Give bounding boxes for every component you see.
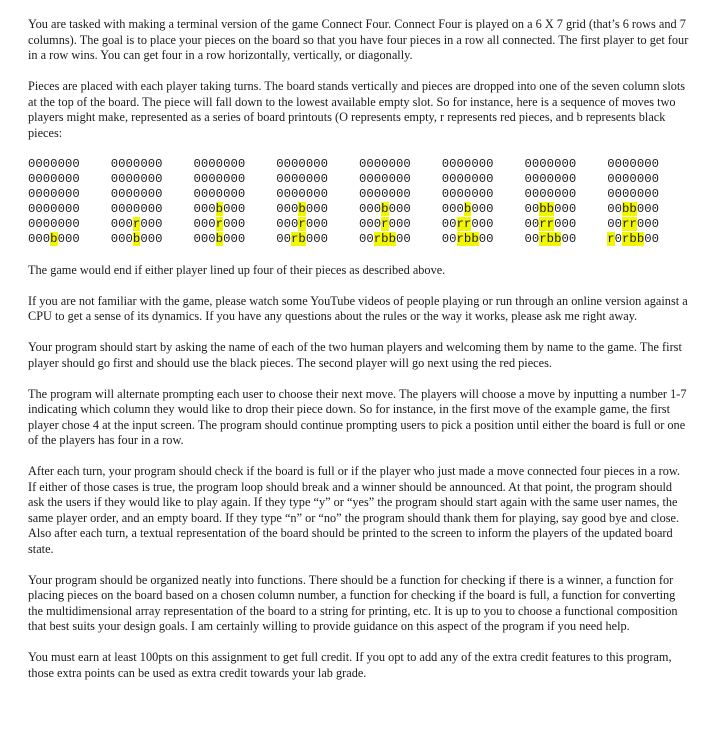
board-row: 0000000 [359,186,411,201]
red-piece: r [629,217,637,232]
board-sequence [28,157,690,248]
board-printout [442,157,525,248]
turn-prompt-paragraph: The program will alternate prompting each user to choose their next move. The players will choose a move by inputting a number 1-7 indicating which column they would like to drop their piece down. So for instance, in the first move of the example game, the first player chose 4 at the input screen. The program should continue prompting users to pick a position until either the board is full or one of the players has four in a row. [28,386,687,448]
board-printout [607,157,690,248]
red-piece: r [298,217,306,232]
board-row: 00rbb00 [441,232,494,247]
black-piece: b [463,232,472,247]
board-row: 00rbb00 [524,232,577,247]
board-row: 0000000 [276,156,328,171]
black-piece: b [471,232,479,247]
board-row: 0000000 [110,186,163,201]
black-piece: b [622,202,630,217]
board-row: 00rr000 [441,217,494,232]
board-row: 000b000 [276,202,328,217]
board-row: 0000000 [276,186,328,201]
board-row: 0000000 [607,156,659,171]
assignment-document [28,17,690,697]
red-piece: r [546,217,555,232]
board-row: 0000000 [28,156,80,171]
board-row: 0000000 [28,171,80,186]
red-piece: r [463,217,472,232]
board-printout [28,157,111,248]
red-piece: r [456,232,464,247]
black-piece: b [298,232,306,247]
board-printout [525,157,608,248]
black-piece: b [132,232,141,247]
board-row: 0000000 [193,186,246,201]
black-piece: b [381,232,389,247]
board-row: 0000000 [110,202,163,217]
red-piece: r [132,217,141,232]
board-row: 0000000 [607,171,659,186]
board-row: 00rr000 [524,217,577,232]
board-row: 000b000 [110,232,163,247]
board-row: 00rr000 [607,217,659,232]
board-printout [359,157,442,248]
black-piece: b [554,232,562,247]
rules-paragraph: Pieces are placed with each player taking turns. The board stands vertically and pieces are dropped into one of the seven column slots at the top of the board. The piece will fall down to the lowest available empty slot. So for instance, here is a sequence of moves two players might make, represented as a series of board printouts (O represents empty, r represents red pieces, and b represents black pieces: [28,79,686,140]
board-row: 000r000 [193,217,246,232]
board-row: 0000000 [276,171,328,186]
black-piece: b [215,232,224,247]
turn-check-paragraph: After each turn, your program should check if the board is full or if the player who just made a move connected four pieces in a row. If either of those cases is true, the program loop should break and a winner should be announced. At that point, the program should ask the users if they would like to play again. If they type “y” or “yes” the program should start again with the same user names, the same player order, and an empty board. If they type “n” or “no” the program should thank them for playing, say good bye and close. Also after each turn, a textual representation of the board should be printed to the screen to inform the players of the updated board state. [28,464,681,556]
board-row: 0000000 [524,156,577,171]
board-row: 00rbb00 [359,232,411,247]
board-row: 00bb000 [524,202,577,217]
board-row: 0000000 [441,171,494,186]
functions-paragraph: Your program should be organized neatly into functions. There should be a function for checking if there is a winner, a function for placing pieces on the board based on a chosen column number, a function for checking if the board is full, a function for converting the multidimensional array representation of the board to a string for printing, etc. It is up to you to choose a functional composition that best suits your design goals. I am certainly willing to provide guidance on this aspect of the program if you need help. [28,572,678,634]
red-piece: r [456,217,464,232]
black-piece: b [298,202,306,217]
board-row: 0000000 [524,171,577,186]
board-row: 0000000 [359,171,411,186]
black-piece: b [215,202,224,217]
black-piece: b [546,202,555,217]
board-row: 0000000 [28,217,80,232]
board-row: 000b000 [359,202,411,217]
black-piece: b [463,202,472,217]
board-row: 000b000 [193,232,246,247]
black-piece: b [629,232,637,247]
red-piece: r [622,232,630,247]
board-row: r0rbb00 [607,232,659,247]
black-piece: b [50,232,58,247]
board-row: 000r000 [110,217,163,232]
board-row: 0000000 [110,156,163,171]
red-piece: r [607,232,615,247]
game-end-paragraph: The game would end if either player lined up four of their pieces as described above. [28,262,446,277]
familiarity-paragraph: If you are not familiar with the game, please watch some YouTube videos of people playing or run through an online version against a CPU to get a sense of its dynamics. If you have any questions about the rules or the way it works, please ask me right away. [28,293,688,324]
red-piece: r [373,232,382,247]
board-printout [111,157,194,248]
credit-paragraph: You must earn at least 100pts on this assignment to get full credit. If you opt to add any of the extra credit features to this program, those extra points can be used as extra credit towards your lab grade. [28,650,672,680]
red-piece: r [215,217,224,232]
board-row: 00rb000 [276,232,328,247]
board-row: 000b000 [28,232,80,247]
red-piece: r [539,217,547,232]
red-piece: r [622,217,630,232]
board-row: 0000000 [28,202,80,217]
red-piece: r [539,232,547,247]
board-row: 0000000 [110,171,163,186]
board-row: 0000000 [193,171,246,186]
board-printout [194,157,277,248]
red-piece: r [291,232,299,247]
intro-paragraph: You are tasked with making a terminal version of the game Connect Four. Connect Four is played on a 6 X 7 grid (that’s 6 rows and 7 columns). The goal is to place your pieces on the board so that you have four pieces in a row all connected. The first player to get four in a row wins. You can get four in a row horizontally, vertically, or diagonally. [28,17,689,62]
board-row: 0000000 [28,186,80,201]
program-start-paragraph: Your program should start by asking the name of each of the two human players and welcoming them by name to the game. The first player should go first and should use the black pieces. The second player will go next using the red pieces. [28,340,682,370]
board-row: 000b000 [441,202,494,217]
board-row: 0000000 [524,186,577,201]
board-row: 000r000 [276,217,328,232]
board-row: 0000000 [441,156,494,171]
black-piece: b [546,232,555,247]
board-row: 0000000 [193,156,246,171]
black-piece: b [629,202,637,217]
black-piece: b [381,202,389,217]
red-piece: r [381,217,389,232]
board-row: 0000000 [607,186,659,201]
board-row: 000b000 [193,202,246,217]
board-row: 00bb000 [607,202,659,217]
board-printout [276,157,359,248]
board-row: 0000000 [359,156,411,171]
black-piece: b [539,202,547,217]
board-row: 0000000 [441,186,494,201]
board-row: 000r000 [359,217,411,232]
black-piece: b [388,232,396,247]
black-piece: b [636,232,645,247]
